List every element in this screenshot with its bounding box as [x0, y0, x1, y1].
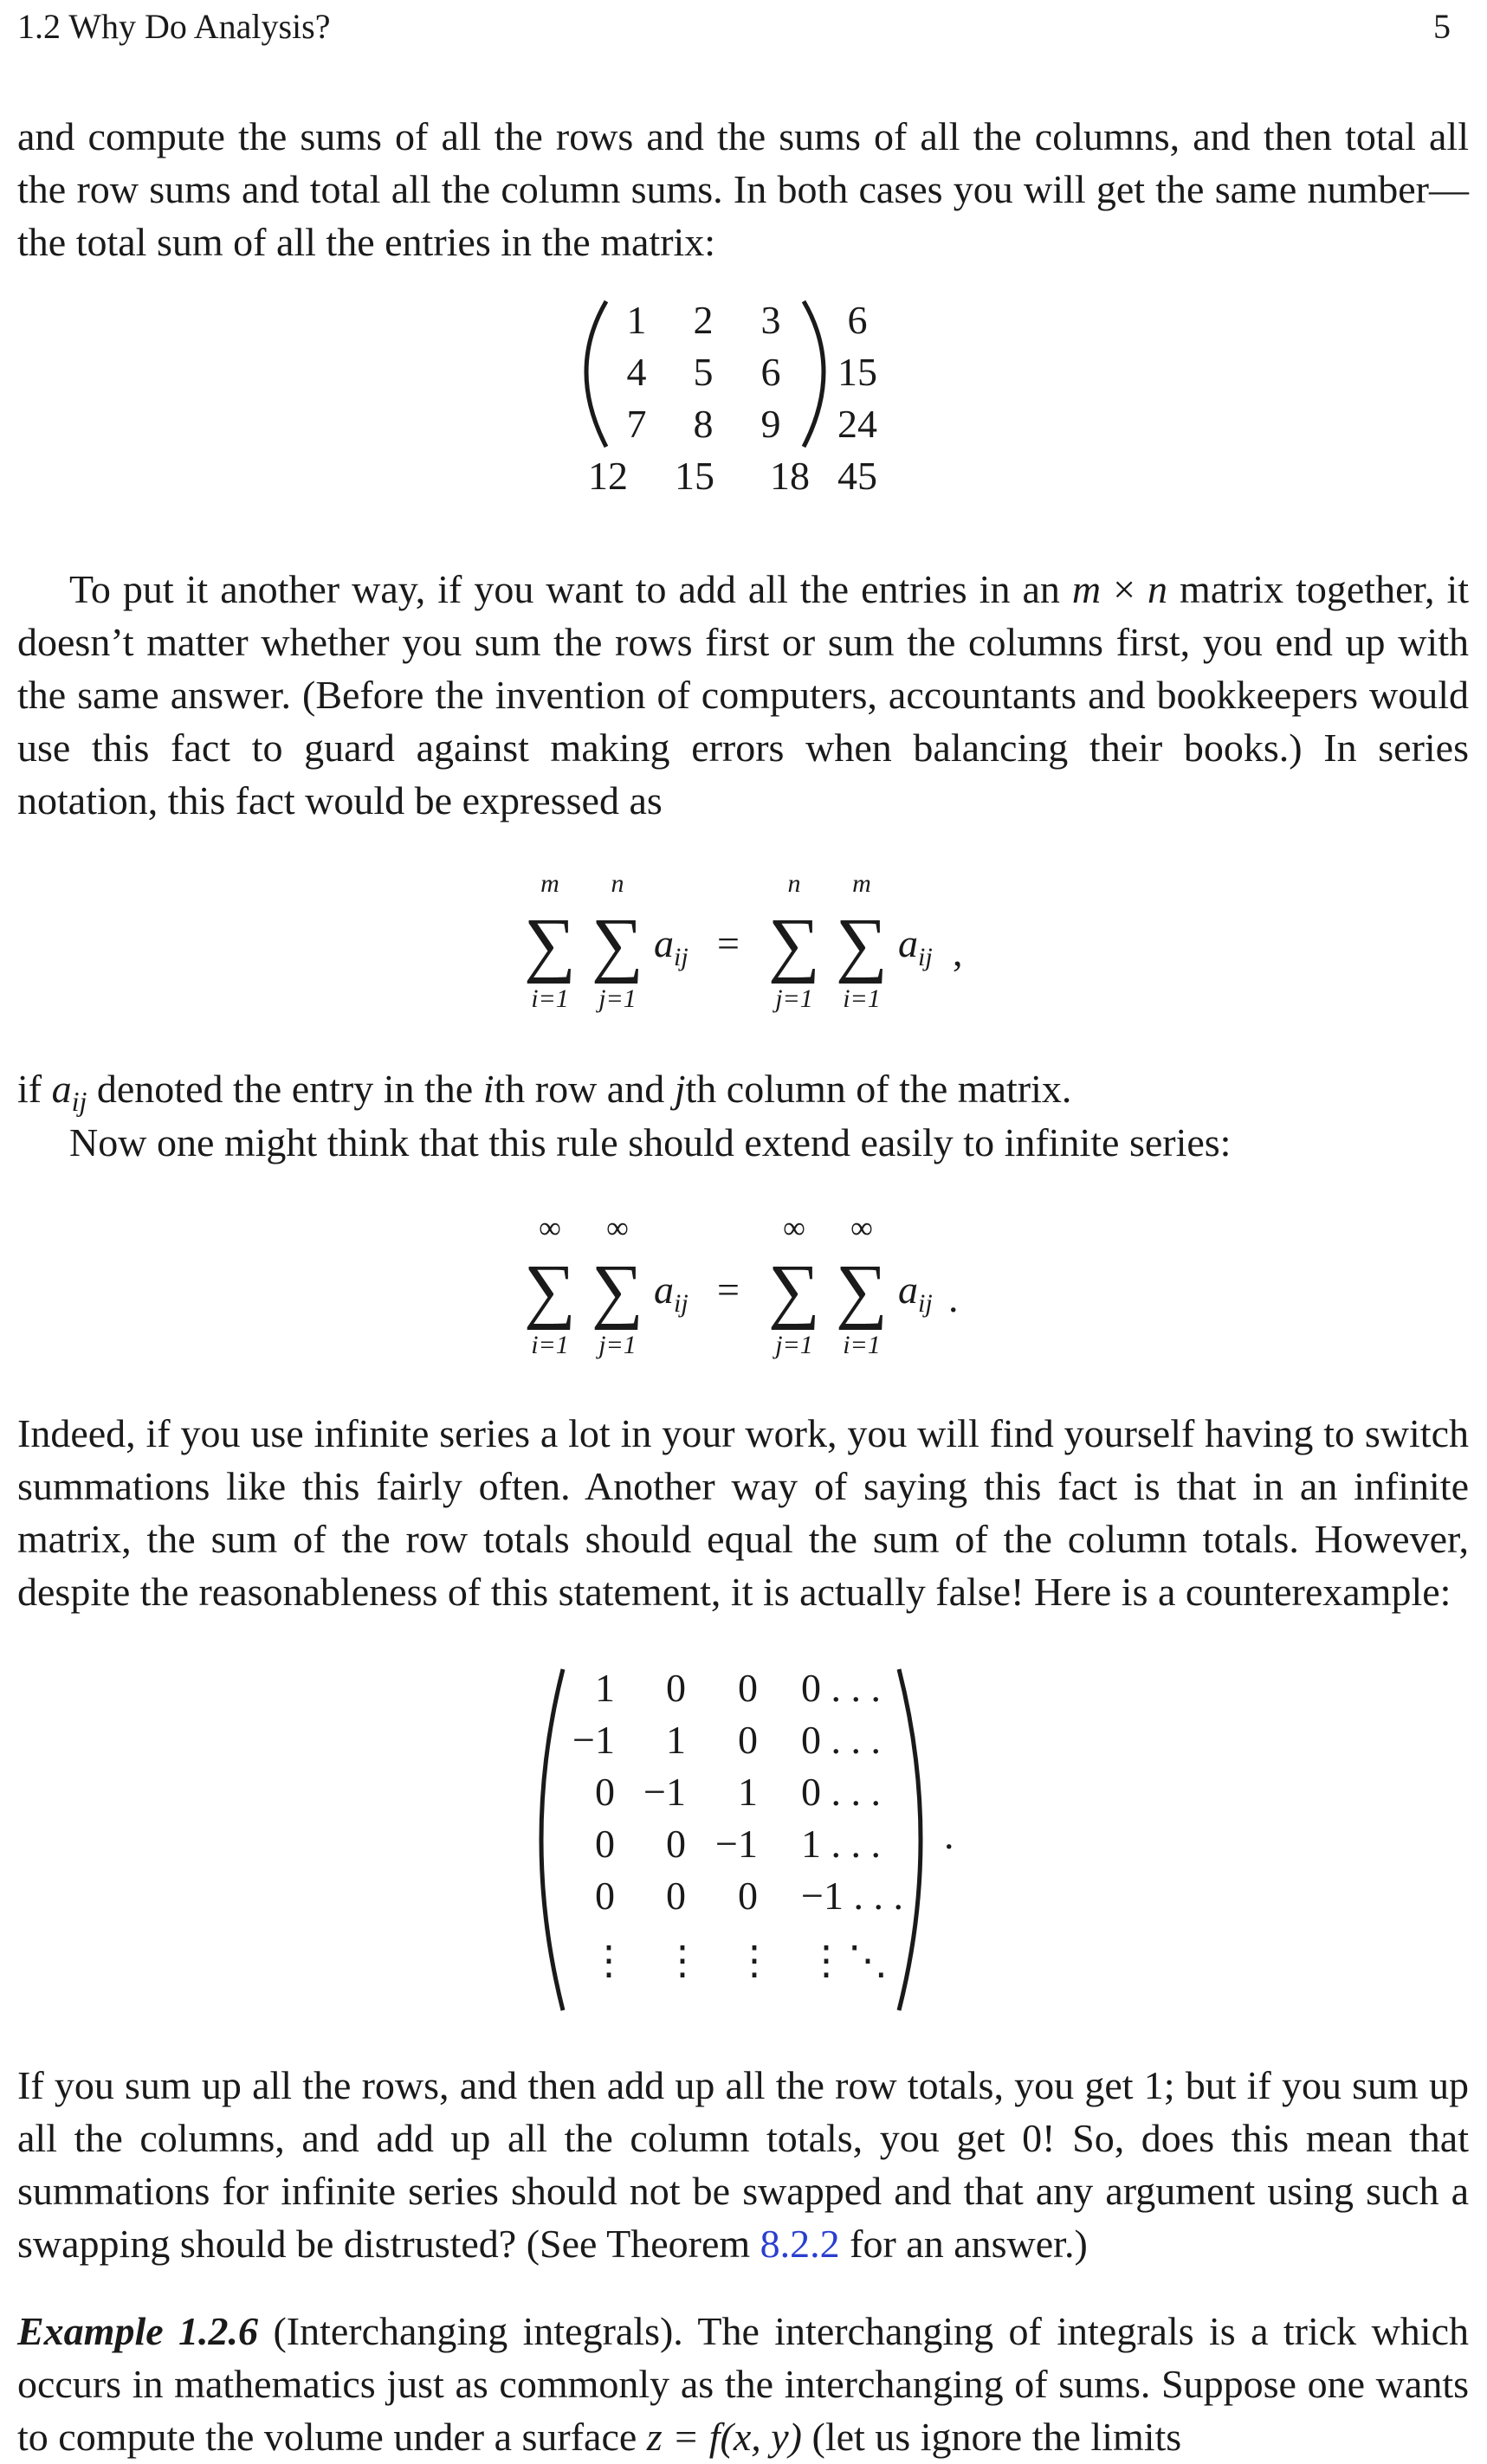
- section-title: 1.2 Why Do Analysis?: [17, 7, 331, 46]
- matrix-1: [572, 294, 918, 519]
- matrix-entry: 0: [738, 1874, 758, 1918]
- paragraph-6: If you sum up all the rows, and then add up all the row totals, you get 1; but if you sum up all the columns, and add up all the column totals, you get 0! So, does this mean that summations for infinite series should not be swapped and that any argument using such a swapping should be distrusted? (See Theorem 8.2.2 for an answer.): [17, 2063, 1469, 2266]
- a-ij-lhs-2: $a_{ij}$: [654, 1267, 689, 1318]
- matrix-entry: 0: [595, 1822, 615, 1866]
- column-sum: 15: [675, 454, 714, 498]
- paragraph-7: Example 1.2.6 (Interchanging integrals). The interchanging of integrals is a trick which occurs in mathematics just as commonly as the interchanging of sums. Suppose one wants to compute the volume under a surface z = f(x, y) (let us ignore the limits: [17, 2309, 1469, 2459]
- sigma-8: ∑: [836, 1250, 888, 1331]
- matrix-entry: 0: [595, 1874, 615, 1918]
- sigma-2: ∑: [592, 904, 643, 984]
- matrix-entry: 1: [666, 1718, 686, 1762]
- equals-sign: =: [717, 921, 740, 965]
- row-sum: 24: [837, 402, 877, 446]
- vdots-4: ⋮: [806, 1938, 846, 1983]
- matrix-entry: −1 . . .: [801, 1874, 903, 1918]
- eq2-upper-2: ∞: [606, 1212, 629, 1245]
- row-sum: 15: [837, 350, 877, 394]
- eq1-upper-2: n: [611, 869, 624, 898]
- eq1-lower-1: i=1: [531, 984, 569, 1013]
- paragraph-5: Indeed, if you use infinite series a lot in your work, you will find yourself having to switch summations like this fairly often. Another way of saying this fact is that in an infinite matrix, the sum of the row totals should equal the sum of the column totals. However, despite the reasonableness of this statement, it is actually false! Here is a counterexample:: [17, 1411, 1469, 1614]
- matrix-entry: 8: [693, 402, 714, 446]
- vdots-1: ⋮: [589, 1938, 629, 1983]
- matrix-entry: −1: [643, 1770, 686, 1814]
- eq2-upper-3: ∞: [783, 1212, 805, 1245]
- matrix-entry: 0: [738, 1666, 758, 1710]
- inline-equation: z = f(x, y): [646, 2415, 802, 2459]
- paragraph-1: and compute the sums of all the rows and the sums of all the columns, and then total all the row sums and total all the column sums. In both cases you will get the same number—the total sum of all the entries in the matrix:: [17, 114, 1469, 264]
- paragraph-3: if $a_{ij}$ denoted the entry in the ith row and jth column of the matrix.: [17, 1067, 1072, 1117]
- right-paren: [899, 1669, 921, 2010]
- matrix-entry: 2: [693, 298, 714, 342]
- theorem-link[interactable]: 8.2.2: [760, 2222, 840, 2266]
- paragraph-2: To put it another way, if you want to add all the entries in an m × n matrix together, it doesn’t matter whether you sum the rows first or sum the columns first, you end up with the same answer. (Before the invention of computers, accountants and bookkeepers would use this fact to guard against making errors when balancing their books.) In series notation, this fact would be expressed as: [17, 567, 1470, 822]
- matrix-entry: 0: [666, 1874, 686, 1918]
- a-ij-lhs: $a_{ij}$: [654, 921, 689, 971]
- matrix-entry: 1: [626, 298, 647, 342]
- right-paren: [804, 301, 824, 447]
- matrix-entry: 4: [626, 350, 647, 394]
- matrix-entry: 3: [760, 298, 781, 342]
- eq2-lower-3: j=1: [775, 1331, 813, 1359]
- matrix-entry: 0 . . .: [801, 1718, 881, 1762]
- sigma-3: ∑: [768, 904, 820, 984]
- matrix-entry: 0 . . .: [801, 1770, 881, 1814]
- matrix-entry: 1: [738, 1770, 758, 1814]
- matrix-entry: 7: [626, 402, 647, 446]
- eq1-upper-3: n: [787, 869, 801, 898]
- column-sum: 18: [770, 454, 810, 498]
- vdots-2: ⋮: [663, 1938, 702, 1983]
- matrix-entry: 0: [666, 1822, 686, 1866]
- matrix-2: [528, 1662, 979, 2026]
- matrix-entry: 5: [693, 350, 714, 394]
- a-ij-rhs-2: $a_{ij}$: [898, 1267, 933, 1318]
- eq1-lower-4: i=1: [843, 984, 881, 1013]
- left-paren: [586, 301, 606, 447]
- equals-sign-2: =: [717, 1267, 740, 1312]
- eq1-trail: ,: [953, 930, 963, 974]
- matrix-entry: 0 . . .: [801, 1666, 881, 1710]
- eq2-lower-2: j=1: [598, 1331, 637, 1359]
- matrix2-trail: .: [944, 1813, 954, 1857]
- eq1-lower-2: j=1: [598, 984, 637, 1013]
- matrix-entry: 0: [666, 1666, 686, 1710]
- matrix-entry: −1: [572, 1718, 615, 1762]
- ddots: ⋱: [848, 1938, 888, 1983]
- paragraph-4: Now one might think that this rule should extend easily to infinite series:: [69, 1120, 1232, 1164]
- column-sum: 12: [588, 454, 628, 498]
- equation-double-sum-finite: [511, 866, 996, 1022]
- equation-double-sum-infinite: [511, 1212, 996, 1368]
- example-label: Example 1.2.6: [17, 2309, 259, 2353]
- matrix-entry: 9: [760, 402, 781, 446]
- eq2-trail: .: [948, 1276, 959, 1320]
- eq1-upper-1: m: [540, 869, 559, 898]
- vertical-dots-row: [589, 1938, 888, 1983]
- sigma-4: ∑: [836, 904, 888, 984]
- eq2-upper-1: ∞: [539, 1212, 561, 1245]
- eq1-upper-4: m: [852, 869, 871, 898]
- matrix-entry: 1 . . .: [801, 1822, 881, 1866]
- vdots-3: ⋮: [734, 1938, 774, 1983]
- sigma-1: ∑: [524, 904, 576, 984]
- eq2-upper-4: ∞: [850, 1212, 873, 1245]
- eq2-lower-1: i=1: [531, 1331, 569, 1359]
- page-header: [17, 5, 1470, 48]
- page-number: 5: [1433, 7, 1451, 46]
- sigma-5: ∑: [524, 1250, 576, 1331]
- matrix-entry: 0: [738, 1718, 758, 1762]
- sigma-6: ∑: [592, 1250, 643, 1331]
- grand-total: 45: [837, 454, 877, 498]
- row-sum: 6: [847, 298, 868, 342]
- sigma-7: ∑: [768, 1250, 820, 1331]
- eq1-lower-3: j=1: [775, 984, 813, 1013]
- matrix-entry: 6: [760, 350, 781, 394]
- matrix-entry: 0: [595, 1770, 615, 1814]
- matrix-entry: −1: [715, 1822, 758, 1866]
- eq2-lower-4: i=1: [843, 1331, 881, 1359]
- left-paren: [541, 1669, 563, 2010]
- a-ij-rhs: $a_{ij}$: [898, 921, 933, 971]
- matrix-entry: 1: [595, 1666, 615, 1710]
